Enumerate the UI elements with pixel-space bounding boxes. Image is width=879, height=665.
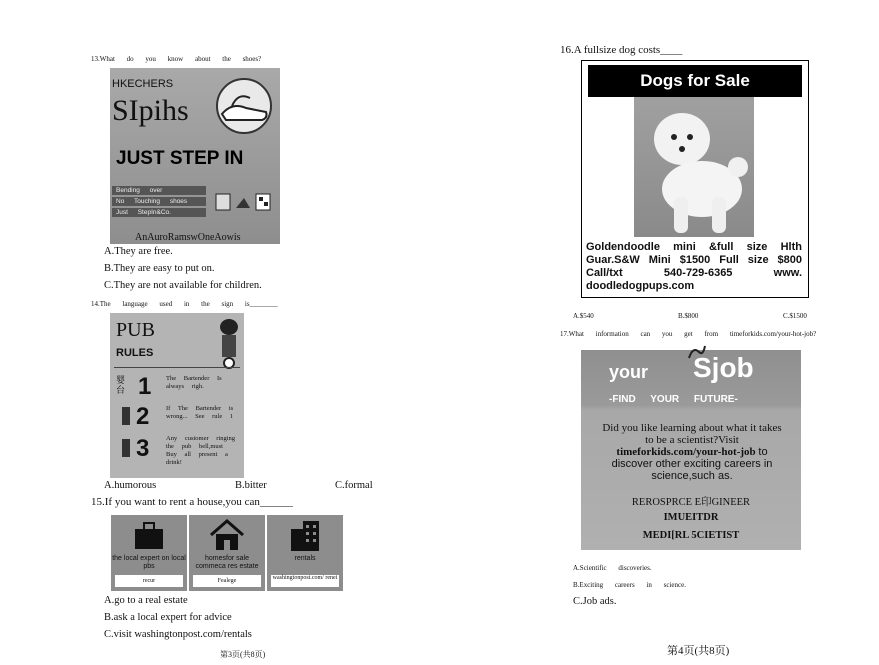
- shoes-bar-3: Just StepIn&Co.: [112, 208, 206, 217]
- q17-option-c[interactable]: C.Job ads.: [573, 596, 617, 607]
- q13-option-b[interactable]: B.They are easy to put on.: [104, 263, 215, 274]
- rule-number-3: 3: [136, 435, 150, 462]
- q16-option-a[interactable]: A.$540: [573, 312, 594, 320]
- pub-subtitle: RULES: [116, 347, 154, 359]
- dogs-ad-header: Dogs for Sale: [588, 65, 802, 97]
- shoe-thumbnails-icon: [214, 192, 274, 216]
- building-icon: [287, 519, 323, 553]
- q16-stem: 16.A fullsize dog costs____: [560, 44, 683, 56]
- dogs-ad-description: Goldendoodle mini &full size Hlth Guar.S&W Mini $1500 Full size $800 Call/txt 540-729-6365 www. doodledogpups.com: [586, 241, 802, 292]
- tile-homes-for-sale: [189, 515, 265, 591]
- q16-option-b[interactable]: B.$800: [678, 312, 699, 320]
- q13-option-c[interactable]: C.They are not available for children.: [104, 280, 262, 291]
- job-ad-word-your: your: [609, 362, 649, 382]
- tile-rentals-label: rentals: [294, 555, 316, 562]
- briefcase-icon: [133, 521, 165, 551]
- tile-homes-strip: Fealege: [193, 575, 261, 587]
- rule-1-text: The Bartender Is always righ.: [166, 375, 222, 390]
- rule-number-2: 2: [136, 403, 150, 430]
- q17-option-a[interactable]: A.Scientific discoveries.: [573, 564, 652, 572]
- rule-2-text: If The Bartender is wrong... See rule 1: [166, 405, 234, 420]
- shoes-ad-image: [110, 68, 280, 244]
- q15-option-b[interactable]: B.ask a local expert for advice: [104, 612, 232, 623]
- tile-rentals: [267, 515, 343, 591]
- pub-title: PUB: [116, 319, 155, 341]
- q13-option-a[interactable]: A.They are free.: [104, 246, 173, 257]
- shoes-brand: HKECHERS: [112, 78, 174, 90]
- q15-stem: 15.If you want to rent a house,you can______: [91, 496, 293, 508]
- job-ad-body-1: Did you like learning about what it takes to be a scientist?Visit: [602, 422, 782, 446]
- shoes-slogan: JUST STEP IN: [116, 148, 244, 169]
- pub-divider: [114, 367, 240, 368]
- rule-number-1: 1: [138, 373, 152, 400]
- right-page-footer: 第4页(共8页): [667, 645, 730, 657]
- dogs-for-sale-ad: [581, 60, 809, 298]
- q14-option-b[interactable]: B.bitter: [235, 480, 267, 491]
- job-career-3: MEDI[RL 5CIETIST: [642, 530, 740, 541]
- tile-rentals-strip: washingtonpost.com/ renei: [271, 575, 339, 587]
- job-ad-word-sjob: Sjob: [693, 352, 754, 383]
- shoes-footer: AnAuroRamswOneAowis: [135, 232, 241, 243]
- tile-homes-label: homesfor sale commeca res estate: [195, 555, 259, 570]
- q15-option-a[interactable]: A.go to a real estate: [104, 595, 188, 606]
- shoe-icon: [212, 78, 276, 136]
- your-hot-job-ad: [581, 350, 801, 550]
- job-ad-tagline: -FIND YOUR FUTURE-: [609, 394, 738, 405]
- rule-3-text: Any customer ringing the pub bell,must Buy all present a drink!: [166, 435, 236, 466]
- poodle-icon: [634, 97, 754, 237]
- q14-option-c[interactable]: C.formal: [335, 480, 373, 491]
- job-career-2: IMUEITDR: [663, 512, 719, 523]
- shoes-bar-2: No Touching shoes: [112, 197, 206, 206]
- job-ad-url: timeforkids.com/your-hot-job: [616, 446, 756, 458]
- q14-stem: 14.The language used in the sign is________: [91, 300, 278, 308]
- tile-local-expert-strip: recur: [115, 575, 183, 587]
- job-ad-body-2: to discover other exciting careers in science,such as.: [611, 446, 773, 482]
- bell-ringer-icon: [216, 317, 242, 369]
- rule-2-tab: [122, 407, 130, 425]
- q16-option-c[interactable]: C.$1500: [783, 312, 807, 320]
- pub-rules-sign: [110, 313, 244, 478]
- shoes-logo: SIpihs: [112, 94, 189, 127]
- q17-option-b[interactable]: B.Exciting careers in science.: [573, 581, 686, 589]
- tile-local-expert-label: the local expert on local pbs: [112, 555, 186, 570]
- q17-stem: 17.What information can you get from timeforkids.com/your-hot-job?: [560, 330, 817, 338]
- left-page-footer: 第3页(共8页): [220, 650, 266, 659]
- rule-3-tab: [122, 439, 130, 457]
- job-ad-body: [599, 422, 785, 482]
- q15-option-c[interactable]: C.visit washingtonpost.com/rentals: [104, 629, 252, 640]
- q14-option-a[interactable]: A.humorous: [104, 480, 157, 491]
- pub-side-chars: 婴台: [116, 375, 126, 395]
- tile-local-expert: [111, 515, 187, 591]
- job-career-1: REROSPRCE E印GINEER: [631, 497, 751, 508]
- q13-stem: 13.What do you know about the shoes?: [91, 55, 262, 63]
- dog-photo: [634, 97, 754, 237]
- shoes-bar-1: Bending over: [112, 186, 206, 195]
- house-icon: [209, 519, 245, 551]
